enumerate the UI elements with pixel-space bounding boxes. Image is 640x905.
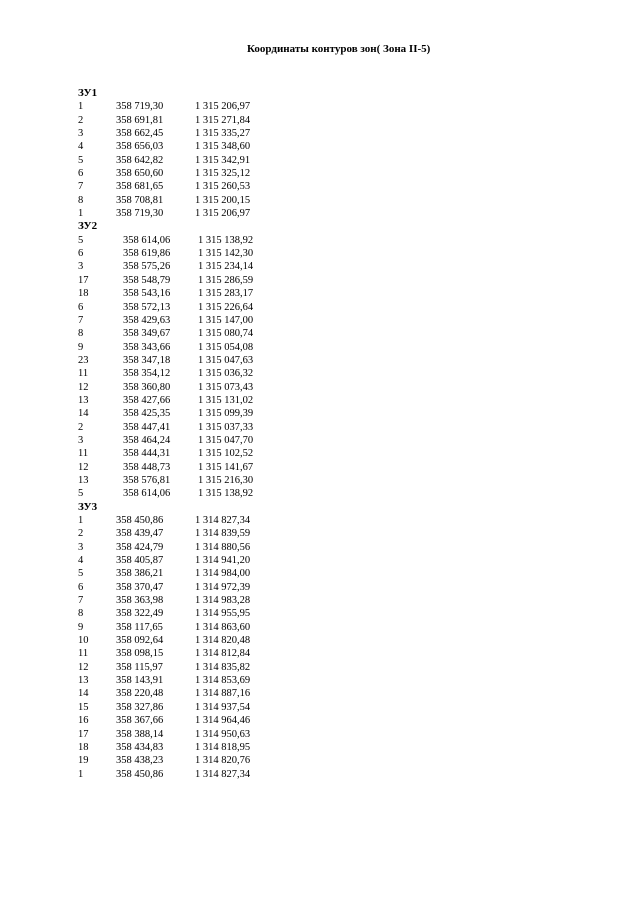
coordinate-row xyxy=(78,167,253,180)
y-coordinate: 1 314 964,46 xyxy=(195,715,251,727)
y-coordinate: 1 315 073,43 xyxy=(198,381,254,393)
x-coordinate: 358 117,65 xyxy=(116,621,163,633)
y-coordinate: 1 315 047,63 xyxy=(198,354,254,366)
y-coordinate: 1 315 080,74 xyxy=(198,328,254,340)
coordinate-row xyxy=(78,447,253,460)
y-coordinate: 1 314 820,76 xyxy=(195,755,251,767)
point-number: 11 xyxy=(78,648,89,660)
point-number: 8 xyxy=(78,328,84,340)
coordinate-rows xyxy=(78,100,253,220)
y-coordinate: 1 314 887,16 xyxy=(195,688,251,700)
coordinate-row xyxy=(78,180,253,193)
point-number: 2 xyxy=(78,114,84,126)
x-coordinate: 358 548,79 xyxy=(123,274,171,286)
coordinate-row xyxy=(78,527,253,540)
point-number: 3 xyxy=(78,434,84,446)
y-coordinate: 1 314 827,34 xyxy=(195,768,251,780)
x-coordinate: 358 092,64 xyxy=(116,635,164,647)
x-coordinate: 358 322,49 xyxy=(116,608,164,620)
x-coordinate: 358 405,87 xyxy=(116,555,164,567)
point-number: 14 xyxy=(78,408,89,420)
y-coordinate: 1 315 138,92 xyxy=(198,488,254,500)
x-coordinate: 358 576,81 xyxy=(123,474,171,486)
y-coordinate: 1 314 955,95 xyxy=(195,608,251,620)
x-coordinate: 358 681,65 xyxy=(116,181,164,193)
point-number: 2 xyxy=(78,528,84,540)
point-number: 7 xyxy=(78,181,84,193)
y-coordinate: 1 315 131,02 xyxy=(198,394,254,406)
x-coordinate: 358 719,30 xyxy=(116,101,164,113)
point-number: 13 xyxy=(78,675,89,687)
point-number: 1 xyxy=(78,515,84,526)
x-coordinate: 358 434,83 xyxy=(116,741,164,753)
coordinate-row xyxy=(78,754,253,767)
x-coordinate: 358 614,06 xyxy=(123,234,171,246)
point-number: 7 xyxy=(78,314,84,326)
coordinate-row xyxy=(78,407,253,420)
point-number: 4 xyxy=(78,555,84,567)
point-number: 19 xyxy=(78,755,89,767)
y-coordinate: 1 315 036,32 xyxy=(198,368,254,380)
coordinate-row xyxy=(78,154,253,167)
y-coordinate: 1 315 226,64 xyxy=(198,301,254,313)
coordinate-row xyxy=(78,634,253,647)
y-coordinate: 1 315 234,14 xyxy=(198,261,254,273)
point-number: 16 xyxy=(78,715,89,727)
y-coordinate: 1 314 818,95 xyxy=(195,741,251,753)
point-number: 1 xyxy=(78,208,84,220)
coordinate-row xyxy=(78,367,253,380)
coordinate-row xyxy=(78,661,253,674)
x-coordinate: 358 662,45 xyxy=(116,128,164,140)
coordinate-row xyxy=(78,354,253,367)
coordinate-row xyxy=(78,701,253,714)
coordinate-row xyxy=(78,768,253,781)
coordinate-rows xyxy=(78,234,253,501)
x-coordinate: 358 098,15 xyxy=(116,648,164,660)
x-coordinate: 358 572,13 xyxy=(123,301,171,313)
y-coordinate: 1 315 286,59 xyxy=(198,274,254,286)
point-number: 4 xyxy=(78,141,84,153)
coordinate-row xyxy=(78,434,253,447)
coordinate-row xyxy=(78,554,253,567)
coordinate-row xyxy=(78,647,253,660)
x-coordinate: 358 363,98 xyxy=(116,595,164,607)
y-coordinate: 1 315 216,30 xyxy=(198,474,254,486)
y-coordinate: 1 315 102,52 xyxy=(198,448,254,460)
document-title: Координаты контуров зон( Зона II-5) xyxy=(247,43,431,55)
y-coordinate: 1 314 835,82 xyxy=(195,661,251,673)
coordinate-row xyxy=(78,687,253,700)
coordinate-row xyxy=(78,314,253,327)
coordinate-row xyxy=(78,474,253,487)
point-number: 2 xyxy=(78,421,84,433)
coordinate-row xyxy=(78,207,253,220)
y-coordinate: 1 314 950,63 xyxy=(195,728,251,740)
x-coordinate: 358 450,86 xyxy=(116,515,164,526)
x-coordinate: 358 650,60 xyxy=(116,168,164,180)
y-coordinate: 1 315 047,70 xyxy=(198,434,254,446)
point-number: 13 xyxy=(78,394,89,406)
x-coordinate: 358 447,41 xyxy=(123,421,171,433)
y-coordinate: 1 314 972,39 xyxy=(195,581,251,593)
zone-heading: ЗУ1 xyxy=(78,87,98,99)
coordinate-row xyxy=(78,741,253,754)
coordinate-row xyxy=(78,714,253,727)
y-coordinate: 1 315 271,84 xyxy=(195,114,251,126)
point-number: 18 xyxy=(78,741,89,753)
point-number: 11 xyxy=(78,368,89,380)
point-number: 23 xyxy=(78,354,89,366)
x-coordinate: 358 642,82 xyxy=(116,154,164,166)
y-coordinate: 1 315 142,30 xyxy=(198,248,254,260)
x-coordinate: 358 444,31 xyxy=(123,448,171,460)
x-coordinate: 358 619,86 xyxy=(123,248,171,260)
coordinate-row xyxy=(78,674,253,687)
x-coordinate: 358 143,91 xyxy=(116,675,164,687)
zone-block-zu3 xyxy=(78,501,253,781)
coordinate-row xyxy=(78,247,253,260)
x-coordinate: 358 220,48 xyxy=(116,688,164,700)
y-coordinate: 1 314 983,28 xyxy=(195,595,251,607)
x-coordinate: 358 360,80 xyxy=(123,381,171,393)
x-coordinate: 358 343,66 xyxy=(123,341,171,353)
point-number: 13 xyxy=(78,474,89,486)
point-number: 1 xyxy=(78,768,84,780)
coordinate-row xyxy=(78,394,253,407)
x-coordinate: 358 575,26 xyxy=(123,261,171,273)
point-number: 3 xyxy=(78,128,84,140)
x-coordinate: 358 448,73 xyxy=(123,461,171,473)
y-coordinate: 1 315 099,39 xyxy=(198,408,254,420)
x-coordinate: 358 115,97 xyxy=(116,661,163,673)
coordinate-row xyxy=(78,581,253,594)
y-coordinate: 1 314 820,48 xyxy=(195,635,251,647)
point-number: 1 xyxy=(78,101,84,113)
y-coordinate: 1 314 853,69 xyxy=(195,675,251,687)
zone-heading: ЗУ3 xyxy=(78,500,98,513)
coordinate-row xyxy=(78,487,253,500)
coordinate-row xyxy=(78,274,253,287)
y-coordinate: 1 315 200,15 xyxy=(195,194,251,206)
coordinate-row xyxy=(78,301,253,314)
point-number: 17 xyxy=(78,274,89,286)
zones-list xyxy=(78,87,253,781)
x-coordinate: 358 386,21 xyxy=(116,568,164,580)
y-coordinate: 1 314 937,54 xyxy=(195,701,251,713)
coordinate-rows xyxy=(78,514,253,781)
coordinate-row xyxy=(78,287,253,300)
point-number: 5 xyxy=(78,154,84,166)
x-coordinate: 358 438,23 xyxy=(116,755,164,767)
y-coordinate: 1 315 206,97 xyxy=(195,208,251,220)
coordinate-row xyxy=(78,100,253,113)
coordinate-row xyxy=(78,621,253,634)
x-coordinate: 358 656,03 xyxy=(116,141,164,153)
coordinate-row xyxy=(78,461,253,474)
coordinate-row xyxy=(78,114,253,127)
point-number: 5 xyxy=(78,568,84,580)
y-coordinate: 1 314 812,84 xyxy=(195,648,251,660)
y-coordinate: 1 314 880,56 xyxy=(195,541,251,553)
coordinate-row xyxy=(78,260,253,273)
x-coordinate: 358 429,63 xyxy=(123,314,171,326)
y-coordinate: 1 315 147,00 xyxy=(198,314,254,326)
coordinate-row xyxy=(78,327,253,340)
point-number: 8 xyxy=(78,194,84,206)
y-coordinate: 1 315 335,27 xyxy=(195,128,251,140)
point-number: 11 xyxy=(78,448,89,460)
x-coordinate: 358 367,66 xyxy=(116,715,164,727)
x-coordinate: 358 543,16 xyxy=(123,288,171,300)
coordinate-row xyxy=(78,594,253,607)
coordinate-row xyxy=(78,194,253,207)
point-number: 17 xyxy=(78,728,89,740)
y-coordinate: 1 315 348,60 xyxy=(195,141,251,153)
y-coordinate: 1 314 863,60 xyxy=(195,621,251,633)
x-coordinate: 358 708,81 xyxy=(116,194,164,206)
y-coordinate: 1 315 206,97 xyxy=(195,101,251,113)
x-coordinate: 358 427,66 xyxy=(123,394,171,406)
point-number: 9 xyxy=(78,341,84,353)
x-coordinate: 358 719,30 xyxy=(116,208,164,220)
y-coordinate: 1 314 984,00 xyxy=(195,568,251,580)
point-number: 12 xyxy=(78,381,89,393)
point-number: 6 xyxy=(78,168,84,180)
coordinate-row xyxy=(78,381,253,394)
coordinate-row xyxy=(78,607,253,620)
point-number: 9 xyxy=(78,621,84,633)
y-coordinate: 1 315 260,53 xyxy=(195,181,251,193)
y-coordinate: 1 315 037,33 xyxy=(198,421,254,433)
coordinate-row xyxy=(78,728,253,741)
x-coordinate: 358 691,81 xyxy=(116,114,164,126)
x-coordinate: 358 439,47 xyxy=(116,528,164,540)
point-number: 5 xyxy=(78,488,84,500)
coordinate-row xyxy=(78,514,253,527)
coordinate-row xyxy=(78,341,253,354)
x-coordinate: 358 347,18 xyxy=(123,354,171,366)
point-number: 8 xyxy=(78,608,84,620)
y-coordinate: 1 314 839,59 xyxy=(195,528,251,540)
y-coordinate: 1 314 941,20 xyxy=(195,555,251,567)
point-number: 5 xyxy=(78,234,84,246)
point-number: 3 xyxy=(78,541,84,553)
point-number: 3 xyxy=(78,261,84,273)
y-coordinate: 1 315 342,91 xyxy=(195,154,251,166)
point-number: 6 xyxy=(78,301,84,313)
x-coordinate: 358 425,35 xyxy=(123,408,171,420)
point-number: 6 xyxy=(78,581,84,593)
point-number: 14 xyxy=(78,688,89,700)
x-coordinate: 358 450,86 xyxy=(116,768,164,780)
point-number: 12 xyxy=(78,461,89,473)
y-coordinate: 1 314 827,34 xyxy=(195,515,251,526)
y-coordinate: 1 315 325,12 xyxy=(195,168,251,180)
x-coordinate: 358 424,79 xyxy=(116,541,164,553)
zone-block-zu1 xyxy=(78,87,253,220)
x-coordinate: 358 354,12 xyxy=(123,368,171,380)
x-coordinate: 358 349,67 xyxy=(123,328,171,340)
x-coordinate: 358 464,24 xyxy=(123,434,171,446)
coordinate-row xyxy=(78,567,253,580)
zone-block-zu2 xyxy=(78,220,253,500)
x-coordinate: 358 388,14 xyxy=(116,728,164,740)
point-number: 12 xyxy=(78,661,89,673)
zone-heading: ЗУ2 xyxy=(78,220,98,233)
coordinate-row xyxy=(78,140,253,153)
y-coordinate: 1 315 138,92 xyxy=(198,234,254,246)
y-coordinate: 1 315 141,67 xyxy=(198,461,254,473)
x-coordinate: 358 327,86 xyxy=(116,701,164,713)
x-coordinate: 358 614,06 xyxy=(123,488,171,500)
coordinate-row xyxy=(78,127,253,140)
coordinate-row xyxy=(78,234,253,247)
point-number: 15 xyxy=(78,701,89,713)
y-coordinate: 1 315 283,17 xyxy=(198,288,254,300)
x-coordinate: 358 370,47 xyxy=(116,581,164,593)
y-coordinate: 1 315 054,08 xyxy=(198,341,254,353)
point-number: 7 xyxy=(78,595,84,607)
coordinate-row xyxy=(78,421,253,434)
point-number: 6 xyxy=(78,248,84,260)
coordinate-row xyxy=(78,541,253,554)
point-number: 10 xyxy=(78,635,89,647)
point-number: 18 xyxy=(78,288,89,300)
